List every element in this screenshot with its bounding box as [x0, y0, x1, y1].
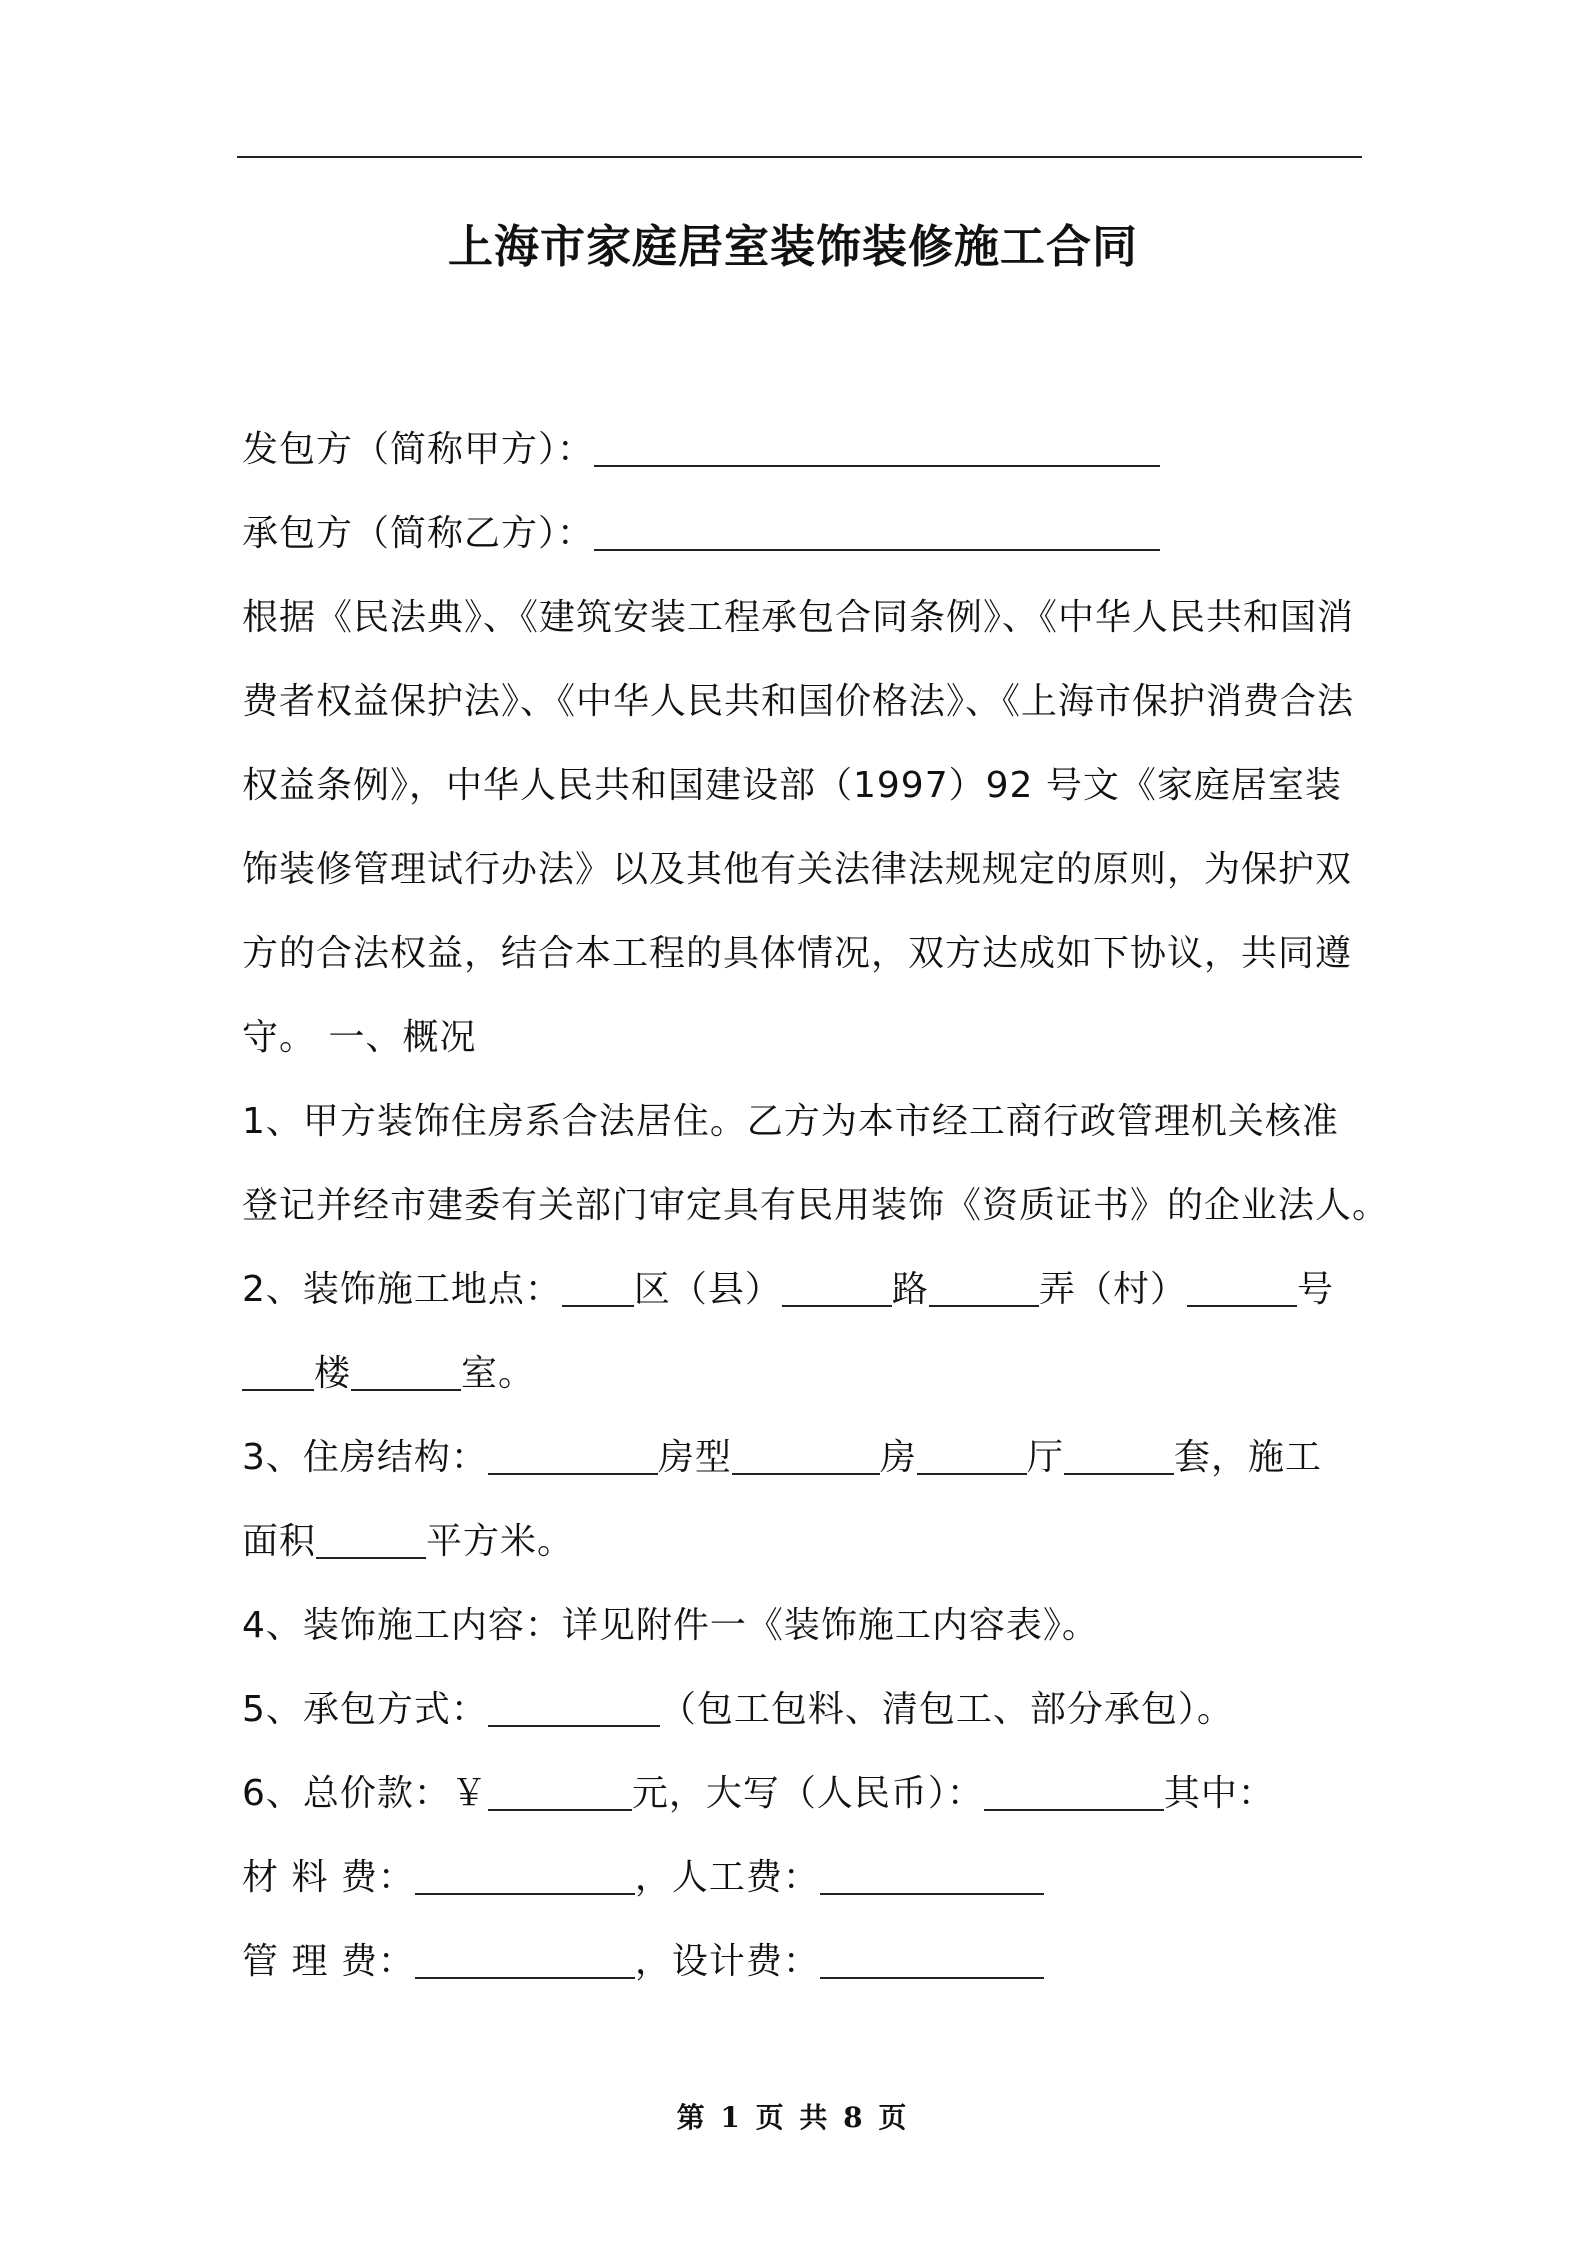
- lane-label: 弄（村）: [1038, 1269, 1187, 1310]
- labor-fee-blank[interactable]: [820, 1892, 1044, 1895]
- contract-mode-options: （包工包料、清包工、部分承包）。: [659, 1689, 1234, 1730]
- party-b-label: 承包方（简称乙方）：: [242, 513, 595, 554]
- party-a-label: 发包方（简称甲方）：: [242, 429, 595, 470]
- clause-2-line-2: [242, 1332, 1362, 1416]
- house-type-label: 房型: [657, 1437, 732, 1478]
- number-blank[interactable]: [1187, 1304, 1297, 1307]
- material-fee-label: 材 料 费：: [242, 1857, 415, 1898]
- document-title: 上海市家庭居室装饰装修施工合同: [447, 220, 1138, 273]
- road-blank[interactable]: [782, 1304, 892, 1307]
- preamble-line: 费者权益保护法》、《中华人民共和国价格法》、《上海市保护消费合法: [242, 681, 1355, 722]
- party-b-blank[interactable]: [594, 548, 1160, 551]
- clause-1-line: 1、甲方装饰住房系合法居住。乙方为本市经工商行政管理机关核准: [242, 1101, 1339, 1142]
- total-price-words-blank[interactable]: [984, 1808, 1164, 1811]
- management-fee-blank[interactable]: [415, 1976, 635, 1979]
- page-number: 第 1 页 共 8 页: [676, 2101, 910, 2134]
- building-blank[interactable]: [242, 1388, 314, 1391]
- district-label: 区（县）: [633, 1269, 782, 1310]
- party-a-line: [242, 408, 1362, 492]
- halls-label: 厅: [1026, 1437, 1064, 1478]
- design-fee-label: ，设计费：: [634, 1941, 820, 1982]
- party-b-line: [242, 492, 1362, 576]
- units-label: 套，施工: [1173, 1437, 1322, 1478]
- preamble-line: 饰装修管理试行办法》以及其他有关法律法规规定的原则，为保护双: [242, 849, 1353, 890]
- area-blank[interactable]: [316, 1556, 426, 1559]
- clause-2-line: [242, 1248, 1362, 1332]
- management-fee-label: 管 理 费：: [242, 1941, 415, 1982]
- clause-1-line: 登记并经市建委有关部门审定具有民用装饰《资质证书》的企业法人。: [242, 1185, 1390, 1226]
- preamble-line: 权益条例》，中华人民共和国建设部（1997）92 号文《家庭居室装: [242, 765, 1342, 806]
- labor-fee-label: ，人工费：: [634, 1857, 820, 1898]
- clause-6-prefix: 6、总价款：￥: [242, 1773, 488, 1814]
- clause-2-prefix: 2、装饰施工地点：: [242, 1269, 562, 1310]
- house-type-blank[interactable]: [732, 1472, 880, 1475]
- of-which-label: 其中：: [1163, 1773, 1275, 1814]
- contract-body: [242, 408, 1390, 2004]
- fees-line-2: [242, 1920, 1362, 2004]
- area-label: 面积: [242, 1521, 317, 1562]
- clause-3-line: [242, 1416, 1362, 1500]
- room-label: 室。: [461, 1353, 536, 1394]
- number-label: 号: [1296, 1269, 1334, 1310]
- clause-4-line: 4、装饰施工内容：详见附件一《装饰施工内容表》。: [242, 1605, 1099, 1646]
- preamble-line: 根据《民法典》、《建筑安装工程承包合同条例》、《中华人民共和国消: [242, 597, 1355, 638]
- clause-3-prefix: 3、住房结构：: [242, 1437, 488, 1478]
- contract-mode-blank[interactable]: [488, 1724, 660, 1727]
- lane-blank[interactable]: [929, 1304, 1039, 1307]
- road-label: 路: [891, 1269, 929, 1310]
- clause-5-prefix: 5、承包方式：: [242, 1689, 488, 1730]
- party-a-blank[interactable]: [594, 464, 1160, 467]
- area-unit: 平方米。: [426, 1521, 575, 1562]
- district-blank[interactable]: [562, 1304, 634, 1307]
- preamble-line: 守。 一、概况: [242, 1017, 477, 1058]
- fees-line-1: [242, 1836, 1362, 1920]
- clause-5-line: [242, 1668, 1362, 1752]
- rooms-label: 房: [879, 1437, 917, 1478]
- total-price-blank[interactable]: [488, 1808, 632, 1811]
- room-blank[interactable]: [351, 1388, 461, 1391]
- preamble-line: 方的合法权益，结合本工程的具体情况，双方达成如下协议，共同遵: [242, 933, 1353, 974]
- material-fee-blank[interactable]: [415, 1892, 635, 1895]
- clause-6-line: [242, 1752, 1362, 1836]
- rooms-blank[interactable]: [917, 1472, 1027, 1475]
- halls-blank[interactable]: [1064, 1472, 1174, 1475]
- design-fee-blank[interactable]: [820, 1976, 1044, 1979]
- structure-blank[interactable]: [488, 1472, 658, 1475]
- clause-3-line-2: [242, 1500, 1362, 1584]
- yuan-label: 元，大写（人民币）：: [631, 1773, 984, 1814]
- building-label: 楼: [314, 1353, 352, 1394]
- header-rule: [237, 156, 1362, 158]
